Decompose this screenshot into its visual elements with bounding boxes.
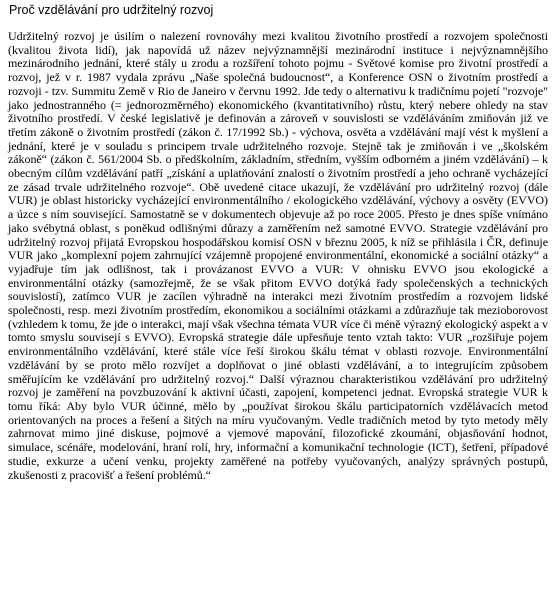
document-paragraph: Udržitelný rozvoj je úsilím o nalezení rovnováhy mezi kvalitou životního prostředí a rozvojem společnosti (kvalitou života lidí), jak napovídá už název nejvýznamnější mezinárodní instituce i nejvýznamnějšího mezinárodního jednání, které stály u zrodu a rozšíření tohoto pojmu - Světové komise pro životní prostředí a rozvoj, jež v r. 1987 vydala zprávu „Naše společná budoucnost“, a Konference OSN o životním prostředí a rozvoji - tzv. Summitu Země v Rio de Janeiro v červnu 1992. Jde tedy o alternativu k tradičnímu pojetí "rozvoje" jako jednostranného (= jednorozměrného) ekonomického (kvantitativního) růstu, který nebere ohledy na stav životního prostředí. V české legislativě je definován a zároveň v souvislosti se vzděláváním zmiňován již ve třetím zákoně o životním prostředí (zákon č. 17/1992 Sb.) - výchova, osvěta a vzdělávání mají vést k myšlení a jednání, které je v souladu s principem trvale udržitelného rozvoje. Stejně tak je zmiňován i ve „školském zákoně“ (zákon č. 561/2004 Sb. o předškolním, základním, středním, vyšším odborném a jiném vzdělávání) – k obecným cílům vzdělávání patří „získání a uplatňování znalostí o životním prostředí a jeho ochraně vycházející ze zásad trvale udržitelného rozvoje“. Obě uvedené citace ukazují, že vzdělávání pro udržitelný rozvoj (dále VUR) je oblast historicky vycházející environmentálního / ekologického vzdělávání, výchovy a osvěty (EVVO) a úzce s ním související. Samostatně se v dokumentech objevuje až po roce 2005. Přesto je dnes spíše vnímáno jako svébytná oblast, s poněkud odlišnými důrazy a zaměřením než samotné EVVO. Strategie vzdělávání pro udržitelný rozvoj přijatá Evropskou hospodářskou komisí OSN v březnu 2005, k níž se přihlásila i ČR, definuje VUR jako „komplexní pojem zahrnující vzájemně propojené environmentální, ekonomické a sociální otázky“ a vyjadřuje tím jak odlišnost, tak i provázanost EVVO a VUR: V ohnisku EVVO jsou ekologické a environmentální otázky (samozřejmě, že se však přitom EVVO dotýká řady společenských a technických souvislostí), zatímco VUR je zacílen výhradně na interakci mezi životním prostředím a rozvojem lidské společnosti, resp. mezi životním prostředím, ekonomikou a sociálními otázkami a zdůrazňuje tak mezioborovost (vzhledem k tomu, že jde o interakci, mají však všechna témata VUR více či méně výrazný ekologický aspekt a v tomto smyslu souvisejí s EVVO). Evropská strategie dále upřesňuje tento vztah takto: VUR „rozšiřuje pojem environmentálního vzdělávání, které stále více řeší širokou škálu témat v oblasti rozvoje. Environmentální vzdělávání by se proto mělo rozvíjet a doplňovat o jiné oblasti vzdělávání, a to integrujícím způsobem směřujícím ke vzdělávání pro udržitelný rozvoj.“ Další výraznou charakteristikou vzdělávání pro udržitelný rozvoj je zaměření na povzbuzování k aktivní účasti, zapojení, kompetenci jednat. Evropská strategie VUR k tomu říká: Aby bylo VUR účinné, mělo by „používat širokou škálu participatorních vzdělávacích metod orientovaných na proces a řešení a šitých na míru vyučovaným. Vedle tradičních metod by tyto metody měly zahrnovat mimo jiné diskuse, pojmové a vjemové mapování, filozofické zkoumání, objasňování hodnot, simulace, scénáře, modelování, hraní rolí, hry, informační a komunikační technologie (ICT), šetření, případové studie, exkurze a učení venku, projekty zaměřené na potřeby vyučovaných, analýzy správných postupů, zkušenosti z pracovišť a řešení problémů.“ <box>8 29 548 482</box>
document-heading: Proč vzdělávání pro udržitelný rozvoj <box>9 3 214 17</box>
document-page <box>8 3 548 482</box>
